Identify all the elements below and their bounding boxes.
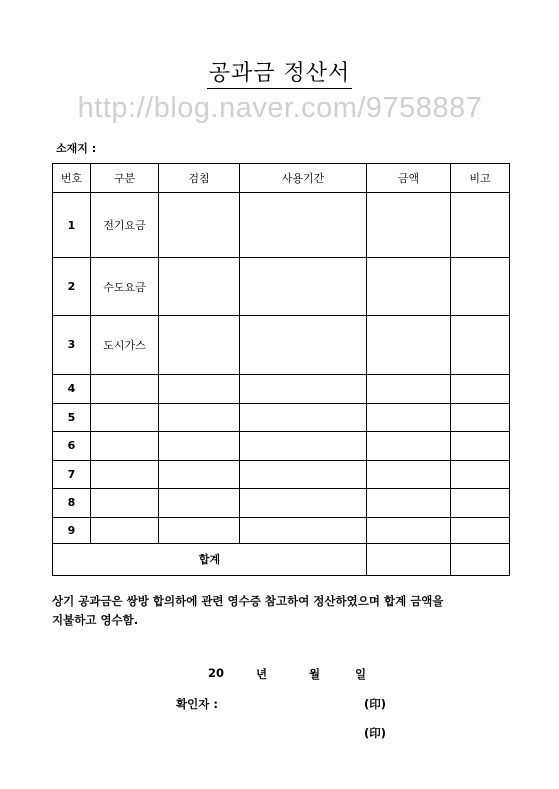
row-meter-reading-cell — [159, 374, 240, 403]
row-category: 도시가스 — [91, 316, 159, 374]
row-usage-period-cell — [240, 431, 367, 460]
row-category — [91, 374, 159, 403]
row-category — [91, 488, 159, 517]
row-remarks-cell — [451, 517, 510, 543]
row-amount-cell — [367, 403, 451, 431]
row-category — [91, 403, 159, 431]
row-remarks-cell — [451, 431, 510, 460]
header-remarks: 비고 — [451, 164, 510, 193]
row-usage-period-cell — [240, 517, 367, 543]
header-meter-reading: 검침 — [159, 164, 240, 193]
table-row — [53, 258, 510, 316]
row-remarks-cell — [451, 403, 510, 431]
watermark: http://blog.naver.com/9758887 — [77, 92, 483, 124]
row-meter-reading-cell — [159, 193, 240, 258]
row-remarks-cell — [451, 374, 510, 403]
table-row — [53, 488, 510, 517]
total-row — [53, 543, 510, 575]
row-amount-cell — [367, 374, 451, 403]
row-usage-period-cell — [240, 374, 367, 403]
row-number: 3 — [53, 316, 91, 374]
row-usage-period-cell — [240, 193, 367, 258]
date-day-label: 일 — [355, 667, 367, 681]
row-meter-reading-cell — [159, 460, 240, 488]
row-remarks-cell — [451, 316, 510, 374]
row-number: 1 — [53, 193, 91, 258]
date-year-label: 년 — [256, 667, 268, 681]
header-number: 번호 — [53, 164, 91, 193]
row-meter-reading-cell — [159, 431, 240, 460]
row-remarks-cell — [451, 193, 510, 258]
row-usage-period-cell — [240, 258, 367, 316]
row-usage-period-cell — [240, 460, 367, 488]
row-category: 전기요금 — [91, 193, 159, 258]
total-label: 합계 — [53, 543, 367, 575]
row-meter-reading-cell — [159, 316, 240, 374]
row-amount-cell — [367, 316, 451, 374]
table-row — [53, 374, 510, 403]
date-year-prefix: 20 — [208, 666, 225, 680]
table-row — [53, 316, 510, 374]
row-usage-period-cell — [240, 488, 367, 517]
row-amount-cell — [367, 431, 451, 460]
settlement-table — [52, 163, 510, 576]
row-meter-reading-cell — [159, 403, 240, 431]
row-category — [91, 460, 159, 488]
row-amount-cell — [367, 517, 451, 543]
row-meter-reading-cell — [159, 258, 240, 316]
row-meter-reading-cell — [159, 517, 240, 543]
table-row — [53, 431, 510, 460]
table-row — [53, 403, 510, 431]
total-remarks-cell — [451, 543, 510, 575]
table-header-row — [53, 164, 510, 193]
total-amount-cell — [367, 543, 451, 575]
row-amount-cell — [367, 193, 451, 258]
seal-mark-2: (印) — [364, 726, 387, 740]
table-row — [53, 517, 510, 543]
row-usage-period-cell — [240, 316, 367, 374]
row-amount-cell — [367, 488, 451, 517]
row-number: 9 — [53, 517, 91, 543]
row-number: 4 — [53, 374, 91, 403]
statement-line-2: 지불하고 영수함. — [52, 613, 139, 627]
date-month-label: 월 — [309, 667, 321, 681]
row-remarks-cell — [451, 258, 510, 316]
row-meter-reading-cell — [159, 488, 240, 517]
row-amount-cell — [367, 460, 451, 488]
row-number: 8 — [53, 488, 91, 517]
table-row — [53, 193, 510, 258]
header-usage-period: 사용기간 — [240, 164, 367, 193]
header-category: 구분 — [91, 164, 159, 193]
row-remarks-cell — [451, 488, 510, 517]
table-row — [53, 460, 510, 488]
row-number: 6 — [53, 431, 91, 460]
row-number: 5 — [53, 403, 91, 431]
row-remarks-cell — [451, 460, 510, 488]
row-category — [91, 431, 159, 460]
location-label: 소재지 : — [56, 142, 97, 155]
row-amount-cell — [367, 258, 451, 316]
settlement-statement — [52, 592, 512, 630]
row-number: 7 — [53, 460, 91, 488]
row-category — [91, 517, 159, 543]
header-amount: 금액 — [367, 164, 451, 193]
document-title — [0, 56, 559, 87]
statement-line-1: 상기 공과금은 쌍방 합의하에 관련 영수증 참고하여 정산하였으며 합계 금액을 — [52, 594, 444, 608]
row-number: 2 — [53, 258, 91, 316]
seal-mark-1: (印) — [364, 697, 387, 711]
document-title-text: 공과금 정산서 — [207, 61, 353, 89]
confirmer-label: 확인자 : — [176, 697, 218, 711]
row-usage-period-cell — [240, 403, 367, 431]
row-category: 수도요금 — [91, 258, 159, 316]
